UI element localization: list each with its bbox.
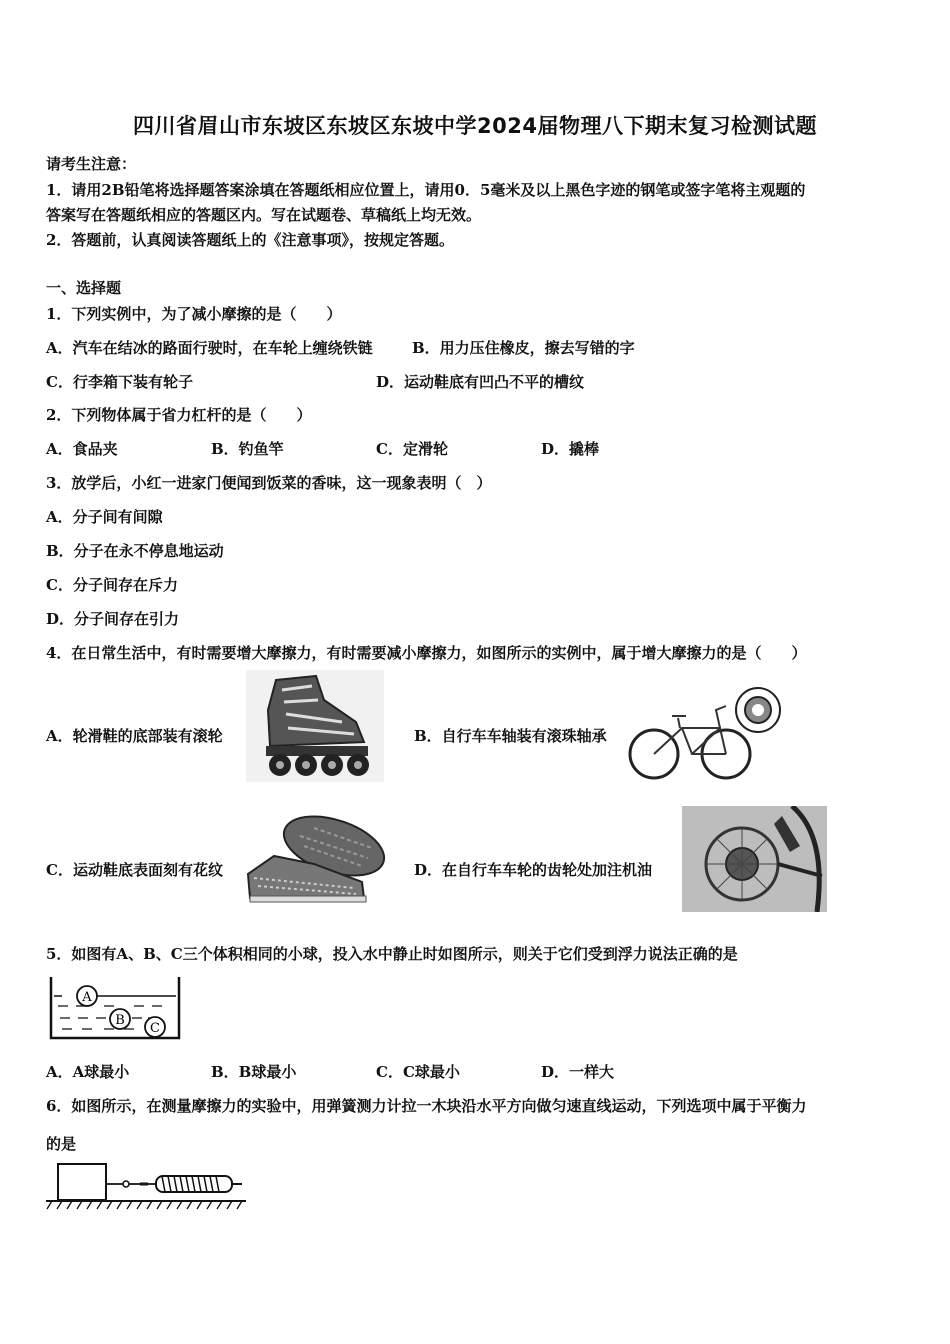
- ball-b: [110, 1009, 130, 1029]
- q2-stem: 2．下列物体属于省力杠杆的是（ ）: [46, 406, 312, 424]
- q2-option-c: C．定滑轮: [376, 440, 448, 458]
- inline-skate-image: [246, 670, 384, 782]
- page-title: 四川省眉山市东坡区东坡区东坡中学2024届物理八下期末复习检测试题: [133, 114, 817, 138]
- q4-option-c: C．运动鞋底表面刻有花纹: [46, 861, 223, 879]
- q4-option-d: D．在自行车车轮的齿轮处加注机油: [414, 861, 653, 879]
- q5-option-c: C．C球最小: [376, 1063, 460, 1081]
- notice-item-1-line-1: 1．请用2B铅笔将选择题答案涂填在答题纸相应位置上，请用0．5毫米及以上黑色字迹的钢笔或签字笔将主观题的: [46, 181, 806, 199]
- ball-c: [145, 1017, 165, 1037]
- q3-option-d: D．分子间存在引力: [46, 610, 180, 628]
- notice-item-1-line-2: 答案写在答题纸相应的答题区内。写在试题卷、草稿纸上均无效。: [46, 206, 482, 224]
- q2-option-b: B．钓鱼竿: [211, 440, 284, 458]
- q6-stem-line-2: 的是: [46, 1135, 77, 1153]
- q2-option-d: D．撬棒: [541, 440, 600, 458]
- q1-option-c: C．行李箱下装有轮子: [46, 373, 193, 391]
- sneaker-image: [244, 812, 390, 908]
- bicycle-bearing-image: [628, 684, 788, 782]
- q2-option-a: A．食品夹: [46, 440, 118, 458]
- q4-stem: 4．在日常生活中，有时需要增大摩擦力，有时需要减小摩擦力，如图所示的实例中，属于增大摩擦力的是（ ）: [46, 644, 807, 662]
- q3-option-b: B．分子在永不停息地运动: [46, 542, 224, 560]
- notice-heading: 请考生注意：: [46, 155, 137, 173]
- ball-b-label: B: [115, 1013, 125, 1028]
- spring-scale-diagram: [44, 1160, 248, 1212]
- bike-chain-oil-image: [682, 806, 827, 912]
- q3-option-c: C．分子间存在斥力: [46, 576, 178, 594]
- q6-stem-line-1: 6．如图所示，在测量摩擦力的实验中，用弹簧测力计拉一木块沿水平方向做匀速直线运动，下列选项中属于平衡力: [46, 1097, 807, 1115]
- section-heading: 一、选择题: [46, 279, 122, 297]
- q1-stem: 1．下列实例中，为了减小摩擦的是（ ）: [46, 305, 342, 323]
- q1-option-b: B．用力压住橡皮，擦去写错的字: [412, 339, 635, 357]
- q5-option-b: B．B球最小: [211, 1063, 297, 1081]
- floating-balls-diagram: [48, 974, 182, 1042]
- q1-option-d: D．运动鞋底有凹凸不平的槽纹: [376, 373, 585, 391]
- q1-option-a: A．汽车在结冰的路面行驶时，在车轮上缠绕铁链: [46, 339, 373, 357]
- q5-stem: 5．如图有A、B、C三个体积相同的小球，投入水中静止时如图所示，则关于它们受到浮力说法正确的是: [46, 945, 738, 963]
- notice-item-2: 2．答题前，认真阅读答题纸上的《注意事项》，按规定答题。: [46, 231, 454, 249]
- q5-option-a: A．A球最小: [46, 1063, 130, 1081]
- q3-option-a: A．分子间有间隙: [46, 508, 163, 526]
- ball-c-label: C: [150, 1021, 160, 1036]
- ball-a: [77, 986, 97, 1006]
- q4-option-b: B．自行车车轴装有滚珠轴承: [414, 727, 607, 745]
- ball-a-label: A: [82, 990, 92, 1005]
- q4-option-a: A．轮滑鞋的底部装有滚轮: [46, 727, 223, 745]
- q3-stem: 3．放学后，小红一进家门便闻到饭菜的香味，这一现象表明（ ）: [46, 474, 492, 492]
- q5-option-d: D．一样大: [541, 1063, 615, 1081]
